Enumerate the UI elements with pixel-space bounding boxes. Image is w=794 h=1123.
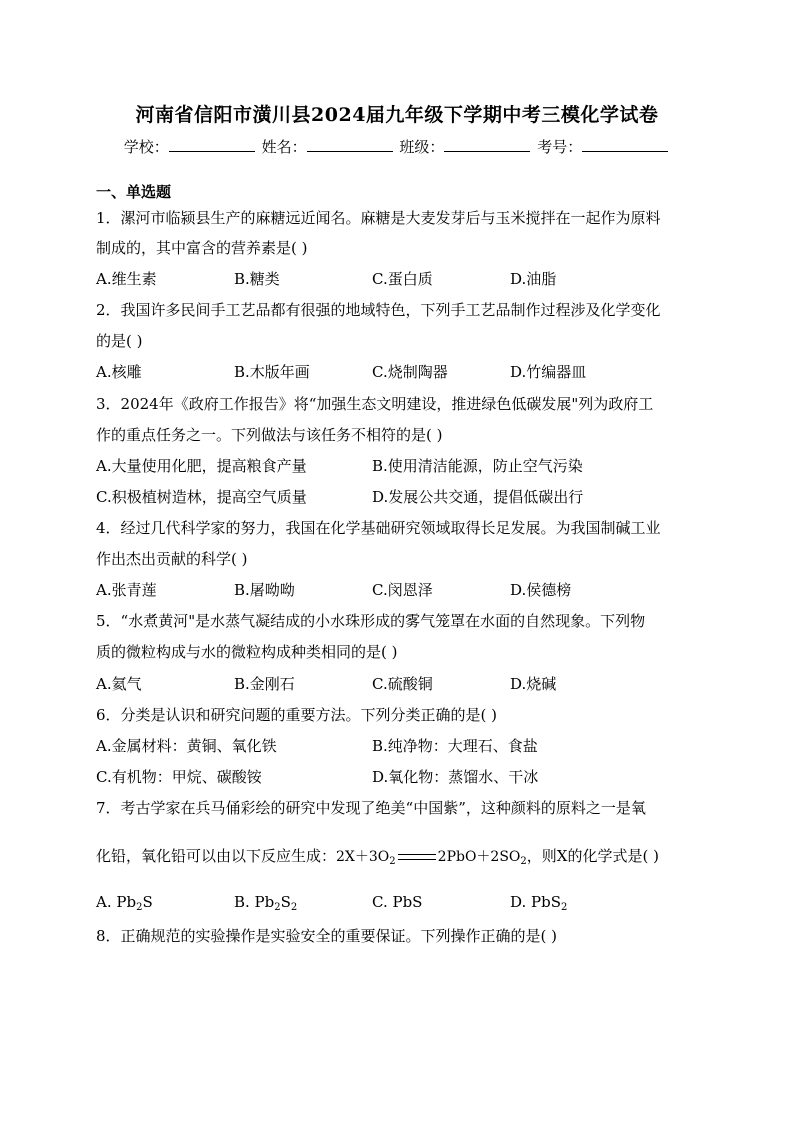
equation-right-subscript: 2	[520, 856, 527, 867]
question-7-option-c: C. PbS	[372, 893, 423, 911]
question-6-line-1: 6．分类是认识和研究问题的重要方法。下列分类正确的是( )	[96, 706, 498, 724]
school-blank[interactable]	[169, 137, 255, 152]
question-5-option-b: B.金刚石	[234, 675, 295, 693]
student-info-row	[0, 136, 794, 157]
question-1-option-b: B.糖类	[234, 270, 280, 288]
question-4-option-a: A.张青莲	[96, 581, 157, 599]
option-a-text: A. Pb	[96, 893, 137, 911]
question-5-line-1: 5．“水煮黄河"是水蒸气凝结成的小水珠形成的雾气笼罩在水面的自然现象。下列物	[96, 612, 646, 630]
question-3-option-c: C.积极植树造林，提高空气质量	[96, 488, 307, 506]
class-label: 班级：	[399, 138, 445, 156]
number-label: 考号：	[537, 138, 583, 156]
name-blank[interactable]	[307, 137, 393, 152]
question-4-option-c: C.闵恩泽	[372, 581, 433, 599]
page-title: 河南省信阳市潢川县2024届九年级下学期中考三模化学试卷	[135, 104, 659, 126]
question-4-line-1: 4．经过几代科学家的努力，我国在化学基础研究领域取得长足发展。为我国制碱工业	[96, 519, 661, 537]
question-2-option-d: D.竹编器皿	[510, 363, 587, 381]
option-b-sub-1: 2	[274, 902, 281, 913]
question-6-option-b: B.纯净物：大理石、食盐	[372, 737, 538, 755]
number-blank[interactable]	[582, 137, 668, 152]
chemical-equation	[336, 849, 527, 865]
equation-left-subscript: 2	[389, 856, 396, 867]
question-3-option-d: D.发展公共交通，提倡低碳出行	[372, 488, 584, 506]
question-1-option-d: D.油脂	[510, 270, 557, 288]
question-6-option-a: A.金属材料：黄铜、氧化铁	[96, 737, 277, 755]
question-6-option-c: C.有机物：甲烷、碳酸铵	[96, 768, 262, 786]
school-label: 学校：	[123, 138, 169, 156]
question-5-option-a: A.氦气	[96, 675, 142, 693]
section-heading: 一、单选题	[96, 183, 172, 201]
option-b-mid: S	[280, 893, 291, 911]
question-5-option-c: C.硫酸铜	[372, 675, 433, 693]
option-a-tail: S	[142, 893, 153, 911]
question-7-line-2-prefix: 化铅，氧化铅可以由以下反应生成：	[96, 847, 337, 865]
option-a-sub: 2	[136, 902, 143, 913]
question-2-option-c: C.烧制陶器	[372, 363, 448, 381]
equation-right: 2PbO＋2SO	[437, 849, 521, 865]
option-b-text: B. Pb	[234, 893, 275, 911]
question-3-option-a: A.大量使用化肥，提高粮食产量	[96, 457, 307, 475]
name-label: 姓名：	[261, 138, 307, 156]
question-2-line-1: 2．我国许多民间手工艺品都有很强的地域特色，下列手工艺品制作过程涉及化学变化	[96, 301, 661, 319]
question-2-option-b: B.木版年画	[234, 363, 310, 381]
question-7-line-1: 7．考古学家在兵马俑彩绘的研究中发现了绝美“中国紫”，这种颜料的原料之一是氧	[96, 799, 646, 817]
question-5-option-d: D.烧碱	[510, 675, 557, 693]
question-3-line-1: 3．2024年《政府工作报告》将“加强生态文明建设，推进绿色低碳发展"列为政府工	[96, 395, 654, 413]
reaction-equals-sign	[398, 854, 436, 860]
option-d-sub: 2	[561, 902, 568, 913]
question-4-option-d: D.侯德榜	[510, 581, 572, 599]
class-blank[interactable]	[444, 137, 530, 152]
question-1-line-2: 制成的，其中富含的营养素是( )	[96, 239, 308, 257]
option-b-sub-2: 2	[290, 902, 298, 913]
question-7-option-a	[96, 893, 153, 911]
question-3-option-b: B.使用清洁能源，防止空气污染	[372, 457, 583, 475]
question-1-line-1: 1．漯河市临颍县生产的麻糖远近闻名。麻糖是大麦发芽后与玉米搅拌在一起作为原料	[96, 209, 661, 227]
equation-left: 2X＋3O	[336, 849, 390, 865]
question-1-option-a: A.维生素	[96, 270, 157, 288]
question-8-line-1: 8．正确规范的实验操作是实验安全的重要保证。下列操作正确的是( )	[96, 927, 558, 945]
question-5-line-2: 质的微粒构成与水的微粒构成种类相同的是( )	[96, 643, 398, 661]
question-4-line-2: 作出杰出贡献的科学( )	[96, 550, 248, 568]
question-6-option-d: D.氧化物：蒸馏水、干冰	[372, 768, 539, 786]
question-2-line-2: 的是( )	[96, 332, 143, 350]
question-1-option-c: C.蛋白质	[372, 270, 433, 288]
question-3-line-2: 作的重点任务之一。下列做法与该任务不相符的是( )	[96, 426, 443, 444]
option-d-text: D. PbS	[510, 893, 561, 911]
question-7-option-b	[234, 893, 297, 911]
question-7-line-2-suffix: ，则X的化学式是( )	[526, 847, 659, 865]
question-2-option-a: A.核雕	[96, 363, 142, 381]
question-4-option-b: B.屠呦呦	[234, 581, 295, 599]
question-7-option-d	[510, 893, 567, 911]
question-7-line-2	[96, 845, 659, 866]
